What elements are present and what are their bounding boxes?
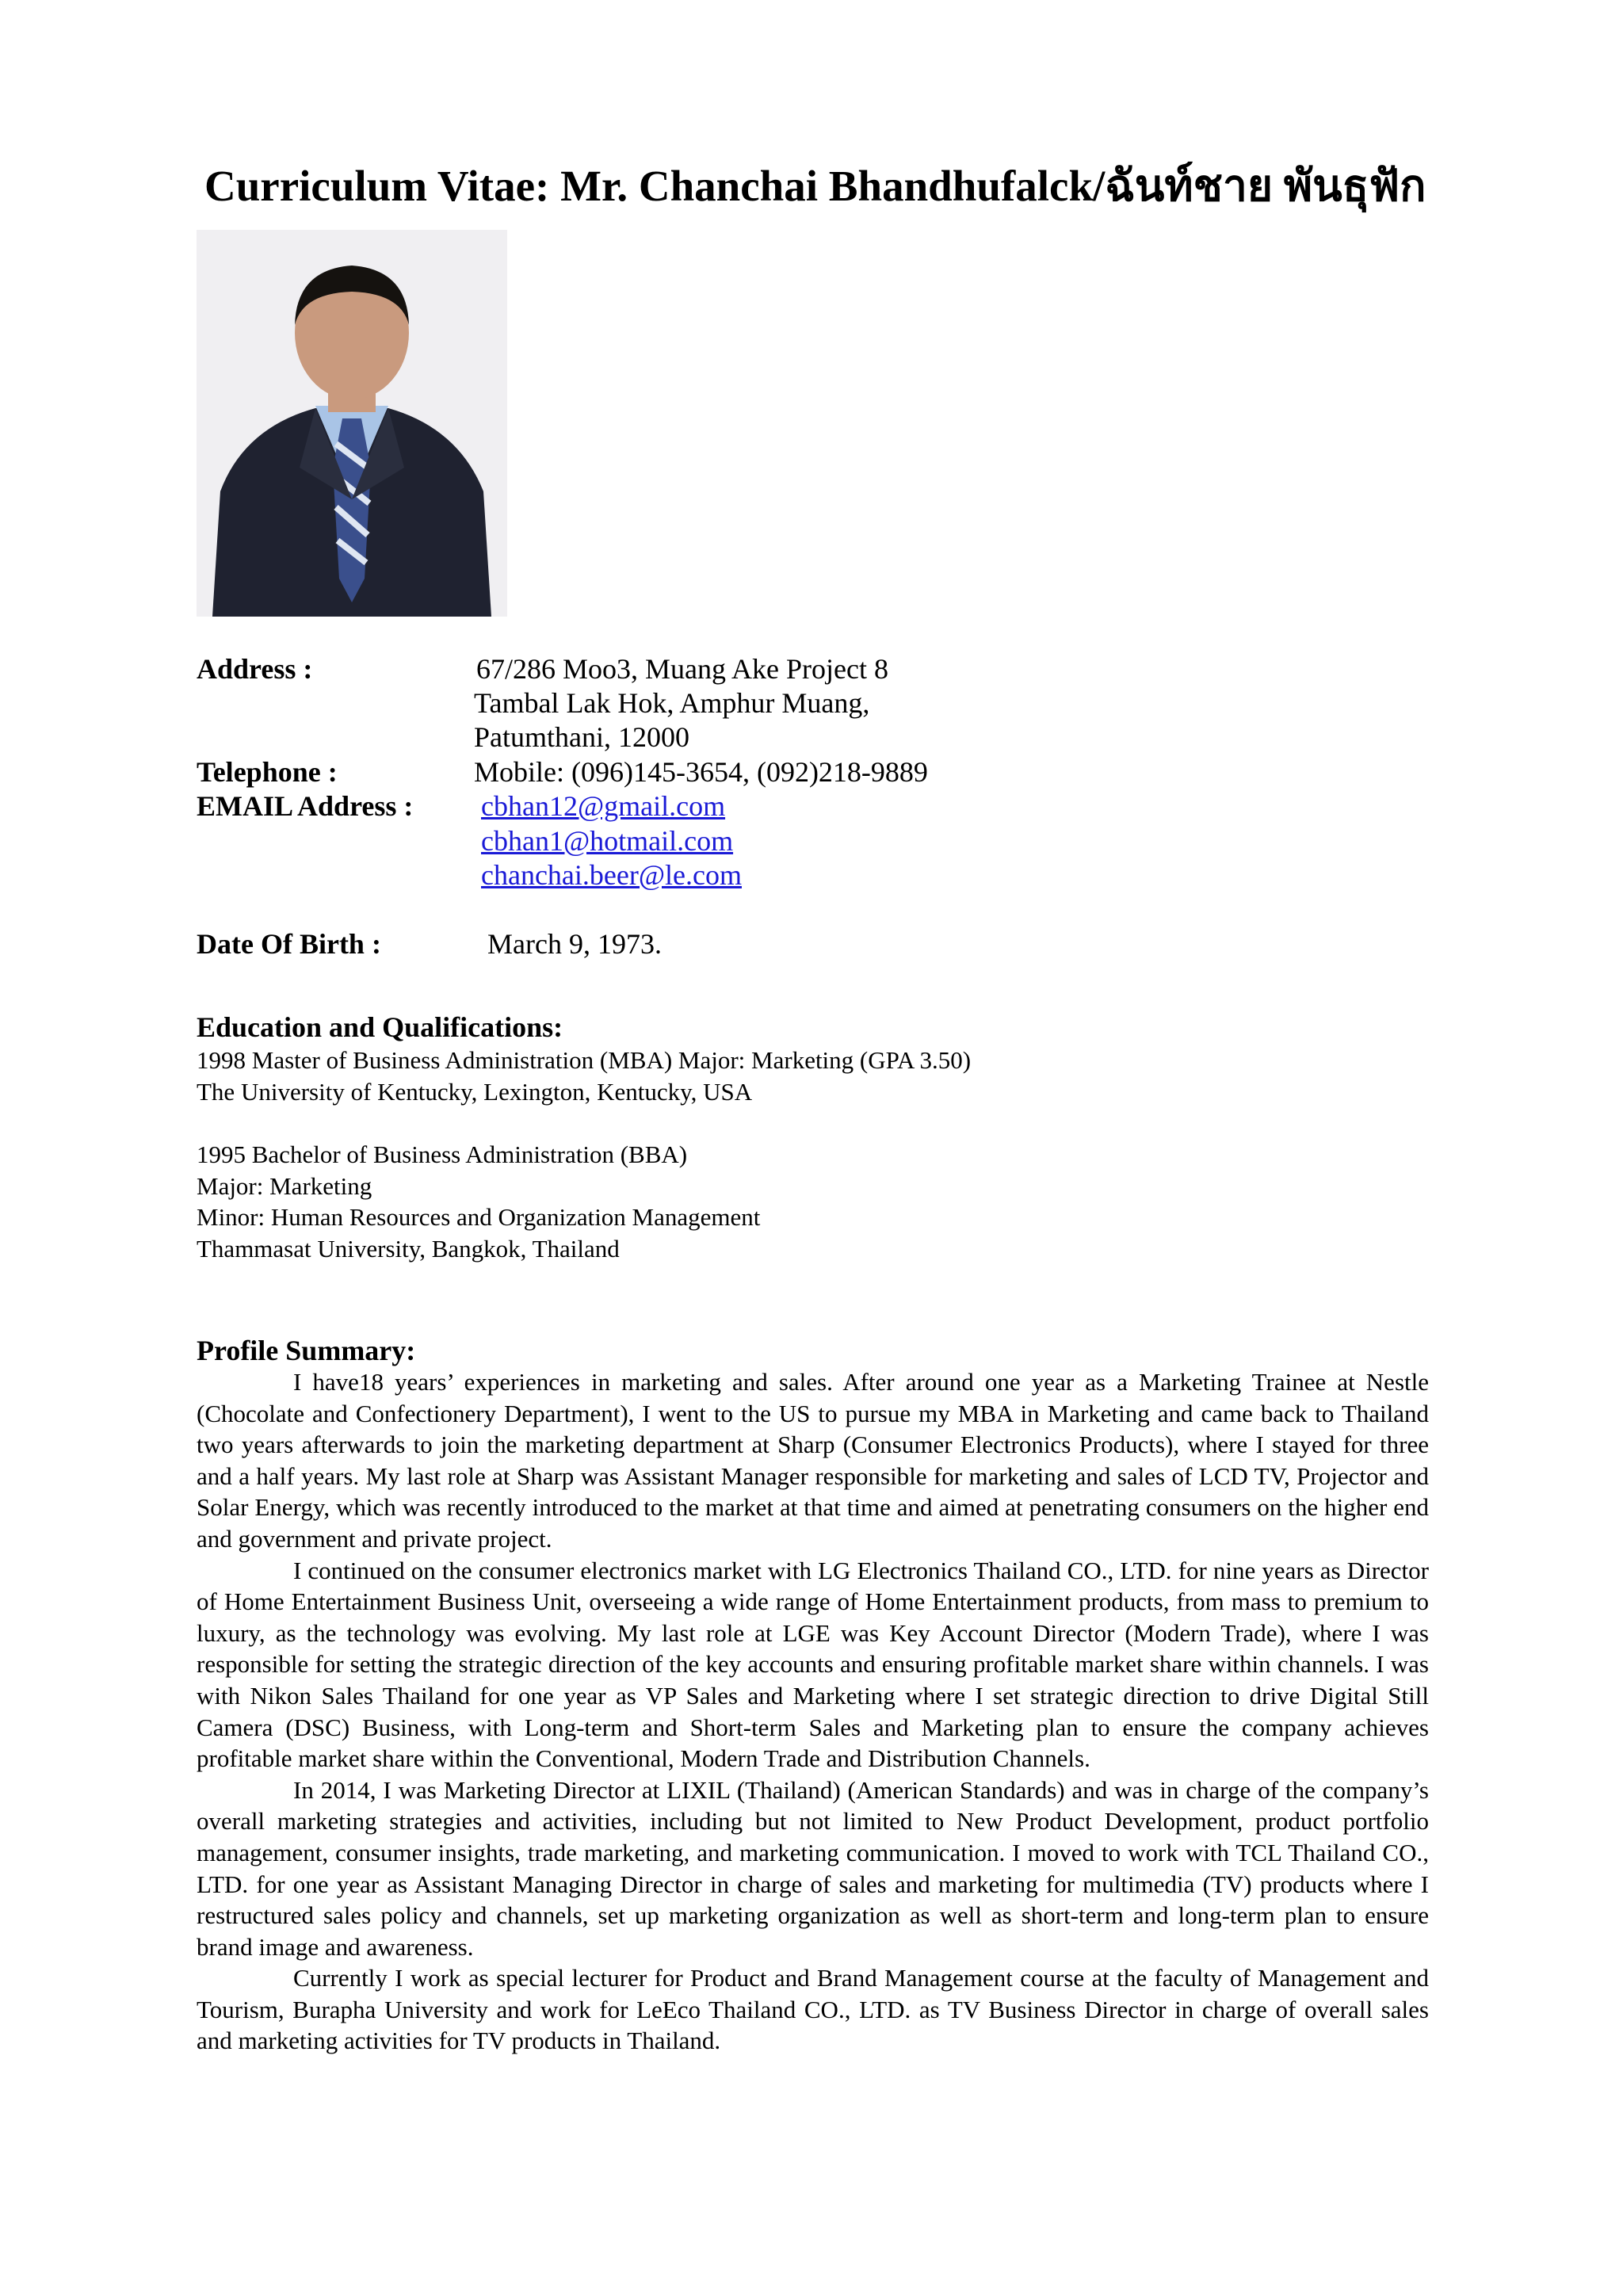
education-line: Minor: Human Resources and Organization Management [197, 1203, 761, 1231]
email-link-le[interactable]: chanchai.beer@le.com [481, 859, 742, 891]
dob-label: Date Of Birth : [197, 928, 381, 960]
portrait-image [197, 230, 507, 617]
profile-paragraph: Currently I work as special lecturer for Product and Brand Management course at the faculty of Management and Tourism, Burapha University and work for LeEco Thailand CO., LTD. as TV Business Director in charge of overall sales and marketing activities for TV products in Thailand. [197, 1964, 1429, 2055]
education-heading: Education and Qualifications: [197, 1011, 563, 1043]
dob-value: March 9, 1973. [487, 928, 662, 960]
telephone-value: Mobile: (096)145-3654, (092)218-9889 [474, 756, 928, 788]
profile-summary [197, 1366, 1429, 2057]
address-line-3: Patumthani, 12000 [474, 721, 689, 753]
address-line-1: 67/286 Moo3, Muang Ake Project 8 [476, 653, 888, 685]
education-line: Thammasat University, Bangkok, Thailand [197, 1235, 620, 1263]
profile-photo [197, 230, 507, 617]
education-line: 1998 Master of Business Administration (MBA) Major: Marketing (GPA 3.50) [197, 1046, 972, 1074]
profile-paragraph: In 2014, I was Marketing Director at LIXIL (Thailand) (American Standards) and was in charge of the company’s overall marketing strategies and activities, including but not limited to New Product Development, product portfolio management, consumer insights, trade marketing, and marketing communication. I moved to work with TCL Thailand CO., LTD. for one year as Assistant Managing Director in charge of sales and marketing for multimedia (TV) products where I restructured sales policy and channels, set up marketing organization as well as short-term and long-term plan to ensure brand image and awareness. [197, 1775, 1429, 1961]
address-label: Address : [197, 653, 313, 685]
education-line: The University of Kentucky, Lexington, Kentucky, USA [197, 1078, 753, 1106]
profile-heading: Profile Summary: [197, 1335, 416, 1366]
profile-paragraph: I have18 years’ experiences in marketing and sales. After around one year as a Marketing Trainee at Nestle (Chocolate and Confectionery Department), I went to the US to pursue my MBA in Marketing and came back to Thailand two years afterwards to join the marketing department at Sharp (Consumer Electronics Products), where I stayed for three and a half years. My last role at Sharp was Assistant Manager responsible for marketing and sales of LCD TV, Projector and Solar Energy, which was recently introduced to the market at that time and aimed at penetrating consumers on the higher end and government and private project. [197, 1368, 1429, 1553]
email-label: EMAIL Address : [197, 790, 414, 822]
education-line: Major: Marketing [197, 1172, 372, 1200]
email-link-hotmail[interactable]: cbhan1@hotmail.com [481, 825, 734, 857]
profile-paragraph: I continued on the consumer electronics market with LG Electronics Thailand CO., LTD. for nine years as Director of Home Entertainment Business Unit, overseeing a wide range of Home Entertainment products, from mass to premium to luxury, as the technology was evolving. My last role at LGE was Key Account Director (Modern Trade), where I was responsible for setting the strategic direction of the key accounts and ensuring profitable market share within channels. I was with Nikon Sales Thailand for one year as VP Sales and Marketing where I set strategic direction to drive Digital Still Camera (DSC) Business, with Long-term and Short-term Sales and Marketing plan to ensure the company achieves profitable market share within the Conventional, Modern Trade and Distribution Channels. [197, 1556, 1429, 1773]
page-title: Curriculum Vitae: Mr. Chanchai Bhandhufalck/ฉันท์ชาย พันธุฟัก [204, 162, 1426, 210]
education-line: 1995 Bachelor of Business Administration (BBA) [197, 1140, 688, 1168]
address-line-2: Tambal Lak Hok, Amphur Muang, [474, 687, 870, 719]
email-link-gmail[interactable]: cbhan12@gmail.com [481, 790, 726, 822]
telephone-label: Telephone : [197, 756, 338, 788]
